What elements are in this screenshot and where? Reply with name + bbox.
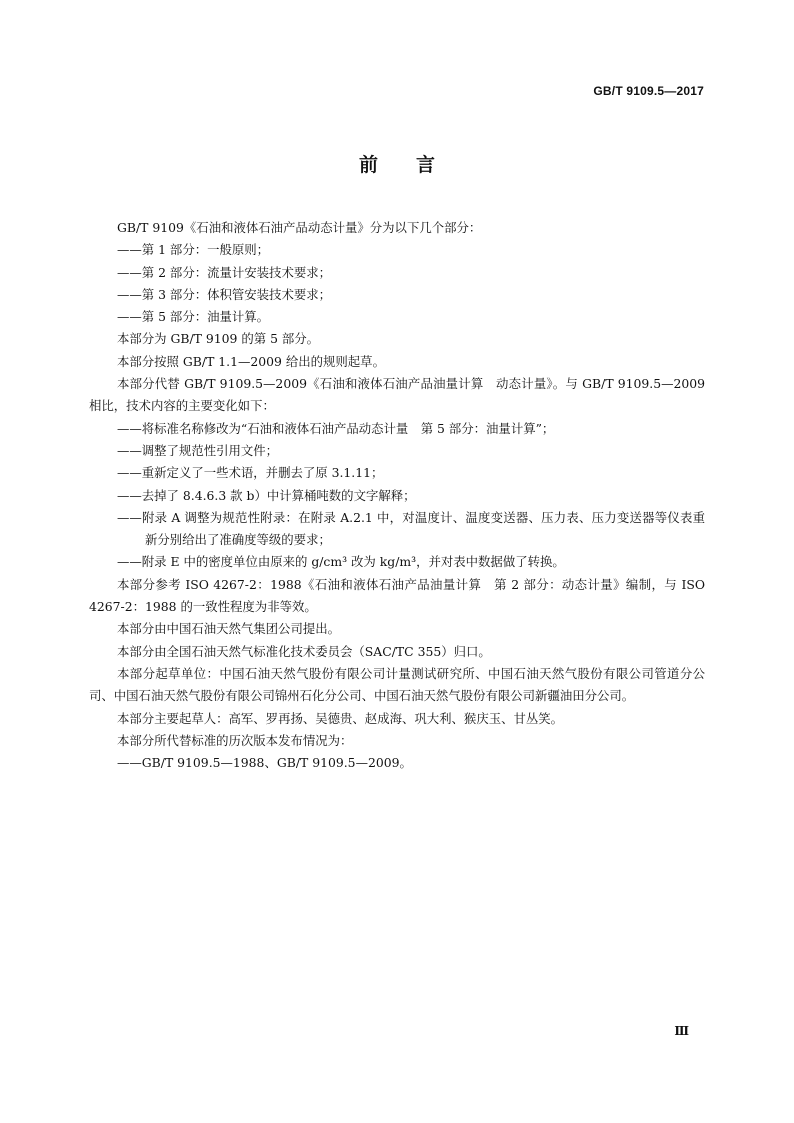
standard-code: GB/T 9109.5—2017	[593, 84, 704, 98]
list-item: ——附录 A 调整为规范性附录：在附录 A.2.1 中，对温度计、温度变送器、压力表、压力变送器等仪表重新分别给出了准确度等级的要求；	[117, 509, 705, 548]
title-char-2: 言	[416, 154, 436, 176]
title-char-1: 前	[358, 154, 378, 176]
list-item: ——调整了规范性引用文件；	[117, 442, 279, 458]
foreword-body	[89, 217, 705, 774]
paragraph: 本部分主要起草人：高军、罗再扬、吴德贵、赵成海、巩大利、猴庆玉、甘丛笑。	[117, 710, 564, 726]
list-item: ——GB/T 9109.5—1988、GB/T 9109.5—2009。	[117, 755, 412, 771]
paragraph: 本部分按照 GB/T 1.1—2009 给出的规则起草。	[117, 353, 385, 369]
paragraph: 本部分为 GB/T 9109 的第 5 部分。	[117, 331, 320, 347]
list-item: ——重新定义了一些术语，并删去了原 3.1.11；	[117, 465, 384, 481]
list-item: ——第 3 部分：体积管安装技术要求；	[117, 286, 332, 302]
paragraph: 本部分参考 ISO 4267-2：1988《石油和液体石油产品油量计算 第 2 部分：动态计量》编制，与 ISO 4267-2：1988 的一致性程度为非等效。	[89, 576, 705, 615]
paragraph: 本部分起草单位：中国石油天然气股份有限公司计量测试研究所、中国石油天然气股份有限公司管道分公司、中国石油天然气股份有限公司锦州石化分公司、中国石油天然气股份有限公司新疆油田分公司。	[89, 665, 705, 704]
paragraph: 本部分所代替标准的历次版本发布情况为：	[117, 732, 353, 748]
paragraph: 本部分由中国石油天然气集团公司提出。	[117, 621, 341, 637]
list-item: ——第 1 部分：一般原则；	[117, 242, 270, 258]
page-number: Ⅲ	[674, 1024, 689, 1038]
list-item: ——附录 E 中的密度单位由原来的 g/cm³ 改为 kg/m³，并对表中数据做了转换。	[117, 554, 565, 570]
list-item: ——第 5 部分：油量计算。	[117, 309, 270, 325]
page-title	[0, 150, 794, 177]
paragraph: 本部分代替 GB/T 9109.5—2009《石油和液体石油产品油量计算 动态计量》。与 GB/T 9109.5—2009 相比，技术内容的主要变化如下：	[89, 376, 705, 414]
paragraph: GB/T 9109《石油和液体石油产品动态计量》分为以下几个部分：	[117, 220, 482, 235]
paragraph: 本部分由全国石油天然气标准化技术委员会（SAC/TC 355）归口。	[117, 643, 491, 659]
list-item: ——去掉了 8.4.6.3 款 b）中计算桶吨数的文字解释；	[117, 487, 416, 503]
list-item: ——将标准名称修改为“石油和液体石油产品动态计量 第 5 部分：油量计算”；	[117, 420, 555, 436]
list-item: ——第 2 部分：流量计安装技术要求；	[117, 264, 332, 280]
